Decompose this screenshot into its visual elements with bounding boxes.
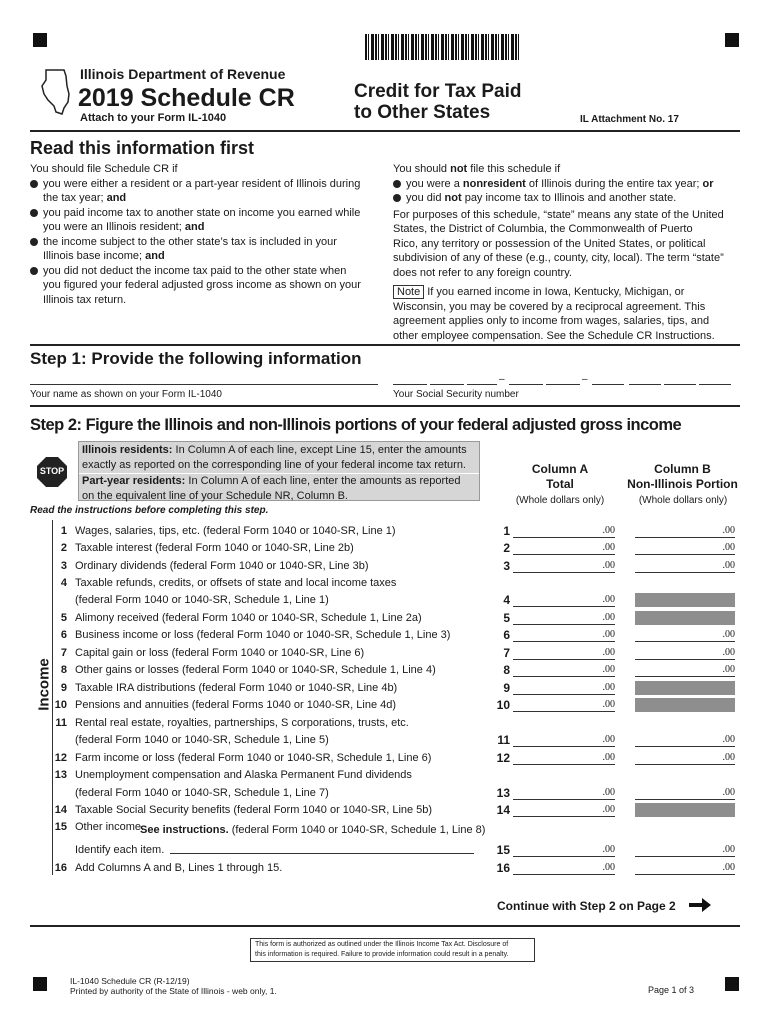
column-b-field[interactable]: .00 [635, 541, 735, 555]
column-a-field[interactable]: .00 [513, 524, 615, 538]
read-first-heading: Read this information first [30, 138, 255, 158]
line16-description: Add Columns A and B, Lines 1 through 15. [75, 862, 283, 874]
column-b-shaded-cell [635, 803, 735, 817]
step1-divider [30, 405, 740, 407]
line-description: Farm income or loss (federal Form 1040 or 1040-SR, Schedule 1, Line 6) [75, 752, 432, 764]
column-a-header: Column A Total [531, 462, 589, 491]
file-if-bullet-2: you paid income tax to another state on income you earned while [30, 206, 375, 221]
line-label-number: 10 [54, 699, 67, 711]
do-not-file-bullet-2: you did not pay income tax to Illinois and another state. [393, 191, 738, 206]
line-description: Capital gain or loss (federal Form 1040 or 1040-SR, Line 6) [75, 647, 365, 659]
column-a-field[interactable]: .00 [513, 628, 615, 642]
form-subtitle-line1: Credit for Tax Paid [354, 81, 522, 102]
column-a-field[interactable]: .00 [513, 559, 615, 573]
line16-column-b-field[interactable]: .00 [635, 861, 735, 875]
column-a-field[interactable]: .00 [513, 698, 615, 712]
file-if-bullet-3: the income subject to the other state’s tax is included in your [30, 235, 375, 250]
line-description: (federal Form 1040 or 1040-SR, Schedule 1, Line 1) [75, 594, 329, 606]
line15-column-b-field[interactable]: .00 [635, 843, 735, 857]
page-number: Page 1 of 3 [648, 985, 695, 995]
file-if-intro: You should file Schedule CR if [30, 163, 178, 175]
name-input[interactable] [30, 384, 378, 385]
ssn-label: Your Social Security number [393, 389, 519, 400]
line-description: Alimony received (federal Form 1040 or 1040-SR, Schedule 1, Line 2a) [75, 612, 422, 624]
column-b-field[interactable]: .00 [635, 663, 735, 677]
line15-instruction: See instructions. (federal Form 1040 or 1040-SR, Schedule 1, Line 8) [140, 824, 486, 836]
column-b-field[interactable]: .00 [635, 733, 735, 747]
line-number: 13 [496, 786, 510, 800]
stop-sign-icon: STOP [36, 456, 68, 488]
line-label-number: 2 [60, 542, 67, 554]
line-number: 5 [503, 611, 510, 625]
line15-identify: Identify each item. [75, 844, 165, 856]
column-b-field[interactable]: .00 [635, 559, 735, 573]
step2-heading: Step 2: Figure the Illinois and non-Illinois portions of your federal adjusted gross income [30, 416, 682, 434]
income-label: Income [35, 658, 53, 711]
column-b-field[interactable]: .00 [635, 751, 735, 765]
column-b-shaded-cell [635, 698, 735, 712]
column-a-field[interactable]: .00 [513, 733, 615, 747]
column-a-field[interactable]: .00 [513, 663, 615, 677]
file-if-bullet-1: you were either a resident or a part-year resident of Illinois during [30, 177, 375, 192]
line-number: 4 [503, 593, 510, 607]
column-a-field[interactable]: .00 [513, 681, 615, 695]
step1-heading: Step 1: Provide the following information [30, 349, 362, 368]
line-label-number: 6 [60, 629, 67, 641]
line-description: Other income. [75, 821, 145, 833]
department-name: Illinois Department of Revenue [80, 66, 286, 82]
line-description: Pensions and annuities (federal Forms 1040 or 1040-SR, Line 4d) [75, 699, 397, 711]
column-a-note: (Whole dollars only) [515, 495, 605, 506]
line-description: Business income or loss (federal Form 1040 or 1040-SR, Schedule 1, Line 3) [75, 629, 451, 641]
registration-mark-top-right [725, 33, 739, 47]
line-label-number: 3 [60, 560, 67, 572]
column-b-field[interactable]: .00 [635, 524, 735, 538]
barcode [365, 34, 520, 60]
column-b-field[interactable]: .00 [635, 786, 735, 800]
line16-label-number: 16 [54, 862, 67, 874]
attach-instruction: Attach to your Form IL-1040 [80, 112, 227, 124]
registration-mark-top-left [33, 33, 47, 47]
form-identifier: IL-1040 Schedule CR (R-12/19) [70, 976, 190, 986]
read-first-divider [30, 344, 740, 346]
column-a-field[interactable]: .00 [513, 611, 615, 625]
column-a-field[interactable]: .00 [513, 803, 615, 817]
line-description: Taxable refunds, credits, or offsets of state and local income taxes [75, 577, 397, 589]
column-b-shaded-cell [635, 681, 735, 695]
line-description: Wages, salaries, tips, etc. (federal Form 1040 or 1040-SR, Line 1) [75, 525, 396, 537]
line-label-number: 12 [54, 752, 67, 764]
line-number: 9 [503, 681, 510, 695]
line-number: 1 [503, 524, 510, 538]
line-label-number: 9 [60, 682, 67, 694]
column-a-field[interactable]: .00 [513, 751, 615, 765]
column-a-field[interactable]: .00 [513, 593, 615, 607]
line-label-number: 15 [54, 821, 67, 833]
line15-number: 15 [496, 843, 510, 857]
line-number: 6 [503, 628, 510, 642]
column-b-field[interactable]: .00 [635, 646, 735, 660]
line15-identify-field[interactable] [170, 853, 474, 854]
file-if-bullet-4: you did not deduct the income tax paid to the other state when [30, 264, 375, 279]
note-label: Note [393, 285, 424, 299]
line-number: 11 [497, 733, 510, 747]
line-label-number: 4 [60, 577, 67, 589]
line-description: Rental real estate, royalties, partnerships, S corporations, trusts, etc. [75, 717, 409, 729]
line-description: Other gains or losses (federal Form 1040 or 1040-SR, Schedule 1, Line 4) [75, 664, 436, 676]
line-description: Unemployment compensation and Alaska Permanent Fund dividends [75, 769, 412, 781]
file-if-section: You should file Schedule CR if you were either a resident or a part-year resident of Illinois during the tax year; and you paid income tax to another state on income you earned while you were an Illinois resident; and the income subject to the other state’s tax is included in your Illinois base income; and you did not deduct the income tax paid to the other state when you figured your federal adjusted gross income as shown on your Illinois tax return. [30, 162, 375, 307]
registration-mark-bottom-left [33, 977, 47, 991]
column-a-field[interactable]: .00 [513, 541, 615, 555]
column-b-note: (Whole dollars only) [638, 495, 728, 506]
read-instructions-note: Read the instructions before completing this step. [30, 505, 269, 516]
line16-number: 16 [496, 861, 510, 875]
line-description: Taxable interest (federal Form 1040 or 1040-SR, Line 2b) [75, 542, 354, 554]
line-label-number: 11 [55, 717, 67, 729]
line15-column-a-field[interactable]: .00 [513, 843, 615, 857]
line-label-number: 13 [54, 769, 67, 781]
resident-instructions-box: Illinois residents: In Column A of each line, except Line 15, enter the amounts exactly as reported on the corresponding line of your federal income tax return. Part-year residents: In Column A of each line, enter the amounts as reported on the equivalent line of your Schedule NR, Column B. [78, 441, 480, 501]
do-not-file-bullet-1: you were a nonresident of Illinois during the entire tax year; or [393, 177, 738, 192]
line-number: 10 [496, 698, 510, 712]
column-a-field[interactable]: .00 [513, 646, 615, 660]
line-label-number: 5 [60, 612, 67, 624]
line-label-number: 7 [60, 647, 67, 659]
line16-column-a-field[interactable]: .00 [513, 861, 615, 875]
step2-divider [30, 925, 740, 927]
line-number: 14 [496, 803, 510, 817]
column-a-field[interactable]: .00 [513, 786, 615, 800]
column-b-shaded-cell [635, 611, 735, 625]
header-divider [30, 130, 740, 132]
column-b-header: Column B Non-Illinois Portion [627, 462, 738, 491]
name-label: Your name as shown on your Form IL-1040 [30, 389, 222, 400]
line-description: (federal Form 1040 or 1040-SR, Schedule 1, Line 7) [75, 787, 329, 799]
form-subtitle-line2: to Other States [354, 102, 491, 123]
attachment-number: IL Attachment No. 17 [580, 114, 679, 125]
form-title: 2019 Schedule CR [78, 84, 295, 112]
line-label-number: 14 [54, 804, 67, 816]
printed-by: Printed by authority of the State of Illinois - web only, 1. [70, 986, 277, 996]
line-number: 12 [496, 751, 510, 765]
line-number: 3 [503, 559, 510, 573]
continue-note: Continue with Step 2 on Page 2 [497, 899, 676, 913]
line-description: (federal Form 1040 or 1040-SR, Schedule 1, Line 5) [75, 734, 329, 746]
column-b-field[interactable]: .00 [635, 628, 735, 642]
line-description: Ordinary dividends (federal Form 1040 or 1040-SR, Line 3b) [75, 560, 369, 572]
registration-mark-bottom-right [725, 977, 739, 991]
line-label-number: 1 [60, 525, 67, 537]
line-label-number: 8 [60, 664, 67, 676]
illinois-state-outline-icon [36, 66, 76, 118]
line-number: 8 [503, 663, 510, 677]
line-description: Taxable Social Security benefits (federal Form 1040 or 1040-SR, Line 5b) [75, 804, 433, 816]
line-number: 7 [503, 646, 510, 660]
do-not-file-section: You should not file this schedule if you were a nonresident of Illinois during the entire tax year; or you did not pay income tax to Illinois and another state. For purposes of this schedule, “state” means any state of the United States, the District of Columbia, the Commonwealth of Puerto Rico, any territory or possession of the United States, or political subdivision of any of these (e.g., county, city, local). The term “state” does not refer to any foreign country. Note If you earned income in Iowa, Kentucky, Michigan, or Wisconsin, you may be covered by a reciprocal agreement. This agreement applies only to income from wages, salaries, tips, and other employee compensation. See the Schedule CR Instructions. [393, 162, 738, 343]
line-number: 2 [503, 541, 510, 555]
line-description: Taxable IRA distributions (federal Form 1040 or 1040-SR, Line 4b) [75, 682, 398, 694]
arrow-right-icon [688, 897, 712, 913]
authorization-box: This form is authorized as outlined under the Illinois Income Tax Act. Disclosure of this information is required. Failure to provide information could result in a penalty. [250, 938, 535, 962]
column-b-shaded-cell [635, 593, 735, 607]
